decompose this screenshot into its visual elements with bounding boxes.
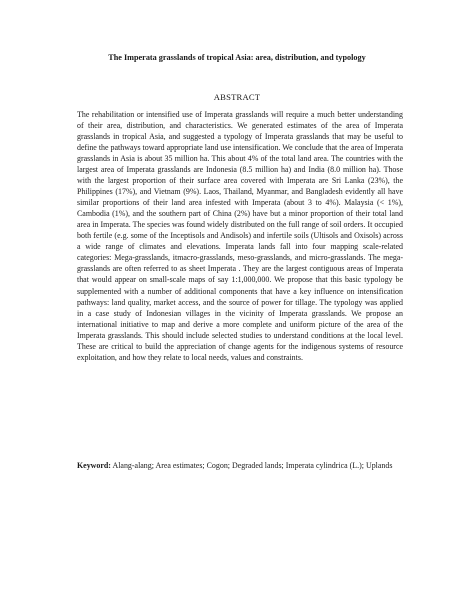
keywords-text: Alang-alang; Area estimates; Cogon; Degraded lands; Imperata cylindrica (L.); Uplands [110,461,393,470]
keywords-paragraph [77,460,403,471]
abstract-body: The rehabilitation or intensified use of Imperata grasslands will require a much better understanding of their area, distribution, and characteristics. We generated estimates of the area of Imperata grasslands in tropical Asia, and suggested a typology of Imperata grasslands that may be useful to define the pathways toward appropriate land use intensification. We conclude that the area of Imperata grasslands in Asia is about 35 million ha. This about 4% of the total land area. The countries with the largest area of Imperata grasslands are Indonesia (8.5 million ha) and India (8.0 million ha). Those with the largest proportion of their surface area covered with Imperata are Sri Lanka (23%), the Philippines (17%), and Vietnam (9%). Laos, Thailand, Myanmar, and Bangladesh evidently all have similar proportions of their land area infested with Imperata (about 3 to 4%). Malaysia (< 1%), Cambodia (1%), and the southern part of China (2%) have but a minor proportion of their total land area in Imperata. The species was found widely distributed on the full range of soil orders. It occupied both fertile (e.g. some of the Inceptisols and Andisols) and infertile soils (Ultisols and Oxisols) across a wide range of climates and elevations. Imperata lands fall into four mapping scale-related categories: Mega-grasslands, itmacro-grasslands, meso-grasslands, and micro-grasslands. The mega-grasslands are often referred to as sheet Imperata . They are the largest contiguous areas of Imperata that would appear on small-scale maps of say 1:1,000,000. We propose that this basic typology be supplemented with a number of additional components that have a key influence on intensification pathways: land quality, market access, and the source of power for tillage. The typology was applied in a case study of Indonesian villages in the vicinity of Imperata grasslands. We propose an international initiative to map and derive a more complete and uniform picture of the area of the Imperata grasslands. This should include selected studies to understand conditions at the local level. These are critical to build the appreciation of change agents for the indigenous systems of resource exploitation, and how they relate to local needs, values and constraints. [77,110,403,362]
keywords-label: Keyword: [77,461,111,470]
paper-title: The Imperata grasslands of tropical Asia: area, distribution, and typology [108,53,366,62]
abstract-heading: ABSTRACT [213,92,261,102]
